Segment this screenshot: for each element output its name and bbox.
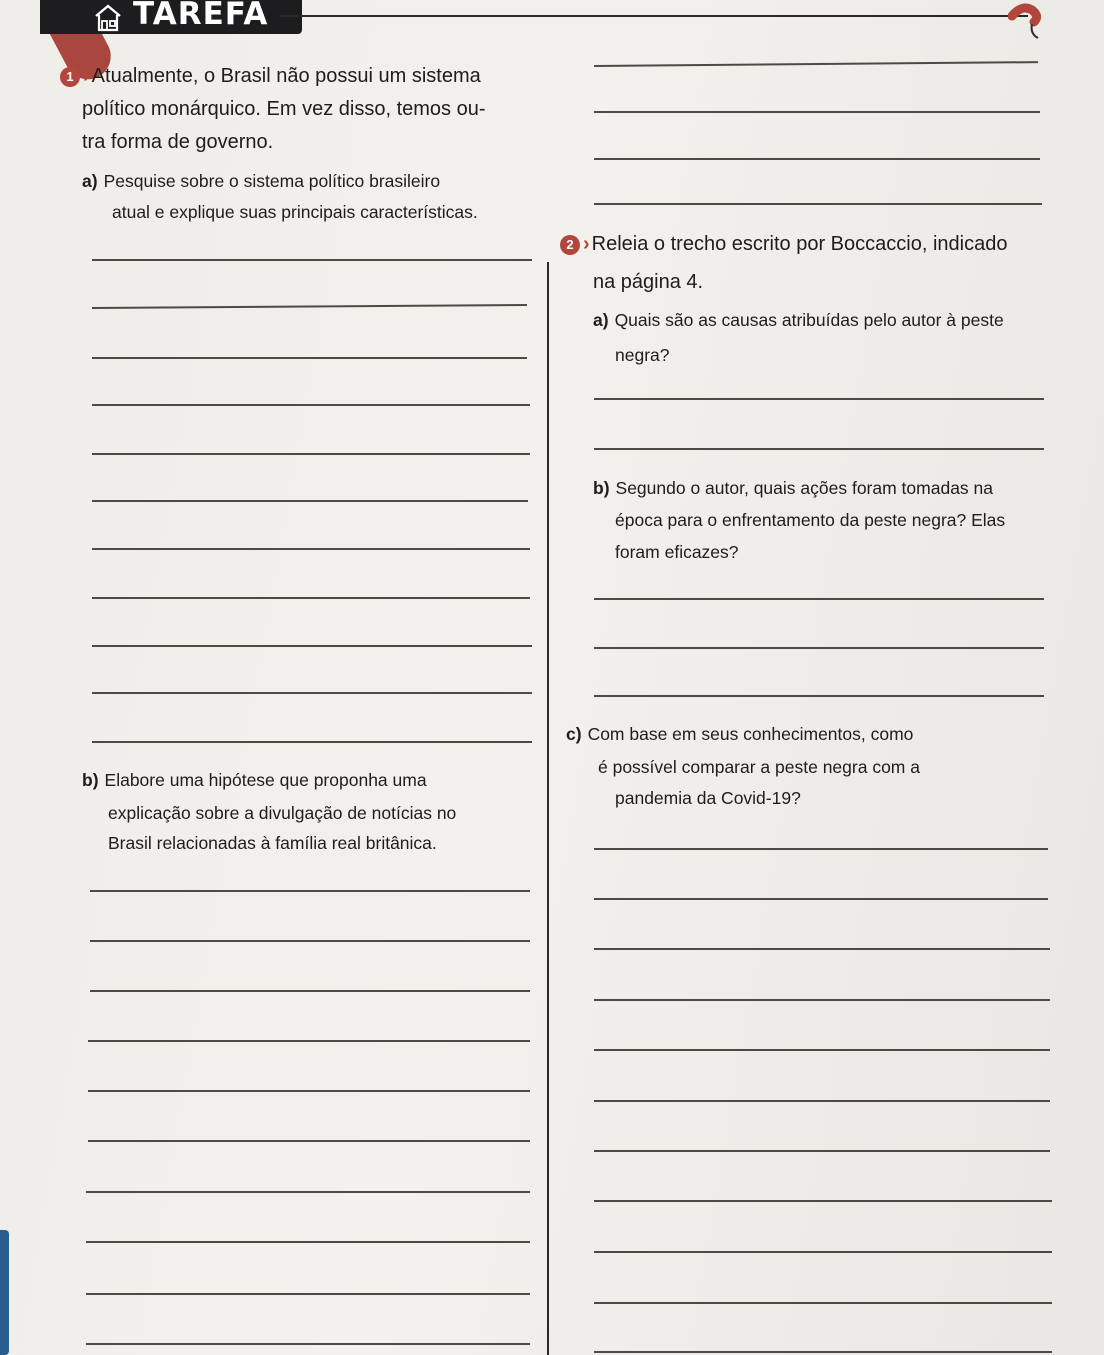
question-1-line-3: tra forma de governo. (82, 131, 274, 153)
answer-line[interactable] (92, 645, 532, 647)
answer-line[interactable] (594, 203, 1042, 205)
question-2b-line-2: época para o enfrentamento da peste negra? Elas (615, 510, 1006, 530)
question-1a-line-1: a) Pesquise sobre o sistema político brasileiro (82, 171, 441, 191)
house-icon (92, 2, 124, 34)
question-1-line-1: 1 › Atualmente, o Brasil não possui um sistema (60, 64, 481, 88)
margin-tab (0, 1230, 9, 1355)
question-1-number: 1 (60, 67, 80, 87)
answer-line[interactable] (594, 598, 1044, 600)
answer-line[interactable] (88, 1140, 530, 1142)
answer-line[interactable] (92, 741, 532, 743)
answer-line[interactable] (92, 597, 530, 599)
answer-line[interactable] (594, 647, 1044, 649)
answer-line[interactable] (86, 1343, 530, 1345)
question-1-line-2: político monárquico. Em vez disso, temos ou- (82, 98, 486, 120)
answer-line[interactable] (594, 1200, 1052, 1202)
question-1b-line-3: Brasil relacionadas à família real britânica. (108, 833, 437, 853)
answer-line[interactable] (92, 404, 530, 406)
question-2-line-1: 2 › Releia o trecho escrito por Boccaccio, indicado (560, 232, 1007, 256)
answer-line[interactable] (92, 500, 528, 502)
answer-line[interactable] (594, 948, 1050, 950)
question-1a-line-2: atual e explique suas principais características. (112, 202, 478, 222)
question-2c-line-1: c) Com base em seus conhecimentos, como (566, 724, 914, 744)
arrow-icon: › (83, 65, 90, 87)
question-1b-line-2: explicação sobre a divulgação de notícias no (108, 803, 457, 823)
question-2a-line-2: negra? (615, 345, 670, 365)
answer-line[interactable] (594, 898, 1048, 900)
answer-line[interactable] (594, 398, 1044, 400)
answer-line[interactable] (92, 453, 530, 455)
answer-line[interactable] (86, 1191, 530, 1193)
answer-line[interactable] (594, 448, 1044, 450)
answer-line[interactable] (594, 1150, 1050, 1152)
answer-line[interactable] (594, 848, 1048, 850)
question-2c-line-2: é possível comparar a peste negra com a (598, 757, 920, 777)
answer-line[interactable] (86, 1241, 530, 1243)
question-2a-line-1: a) Quais são as causas atribuídas pelo autor à peste (593, 310, 1004, 330)
answer-line[interactable] (594, 1100, 1050, 1102)
answer-line[interactable] (594, 1351, 1052, 1353)
answer-line[interactable] (90, 890, 530, 892)
answer-line[interactable] (92, 548, 530, 550)
answer-line[interactable] (594, 111, 1040, 113)
section-title: TAREFA (133, 0, 269, 32)
answer-line[interactable] (92, 259, 532, 261)
answer-line[interactable] (594, 695, 1044, 697)
answer-line[interactable] (594, 1302, 1052, 1304)
question-1b-line-1: b) Elabore uma hipótese que proponha uma (82, 770, 427, 790)
header-rule (280, 15, 1028, 17)
answer-line[interactable] (92, 357, 527, 359)
question-2-line-2: na página 4. (593, 271, 704, 293)
answer-line[interactable] (88, 1040, 530, 1042)
answer-line[interactable] (86, 1293, 530, 1295)
answer-line[interactable] (92, 692, 532, 694)
answer-line[interactable] (594, 999, 1050, 1001)
question-2c-line-3: pandemia da Covid-19? (615, 788, 801, 808)
answer-line[interactable] (90, 990, 530, 992)
question-2-number: 2 (560, 235, 580, 255)
question-2b-line-1: b) Segundo o autor, quais ações foram tomadas na (593, 478, 994, 498)
question-2b-line-3: foram eficazes? (615, 542, 739, 562)
answer-line[interactable] (88, 1090, 530, 1092)
arrow-icon: › (583, 233, 590, 255)
answer-line[interactable] (594, 158, 1040, 160)
answer-line[interactable] (90, 940, 530, 942)
column-divider (547, 262, 549, 1355)
hook-icon (1008, 2, 1048, 42)
answer-line[interactable] (594, 1049, 1050, 1051)
answer-line[interactable] (594, 1251, 1052, 1253)
